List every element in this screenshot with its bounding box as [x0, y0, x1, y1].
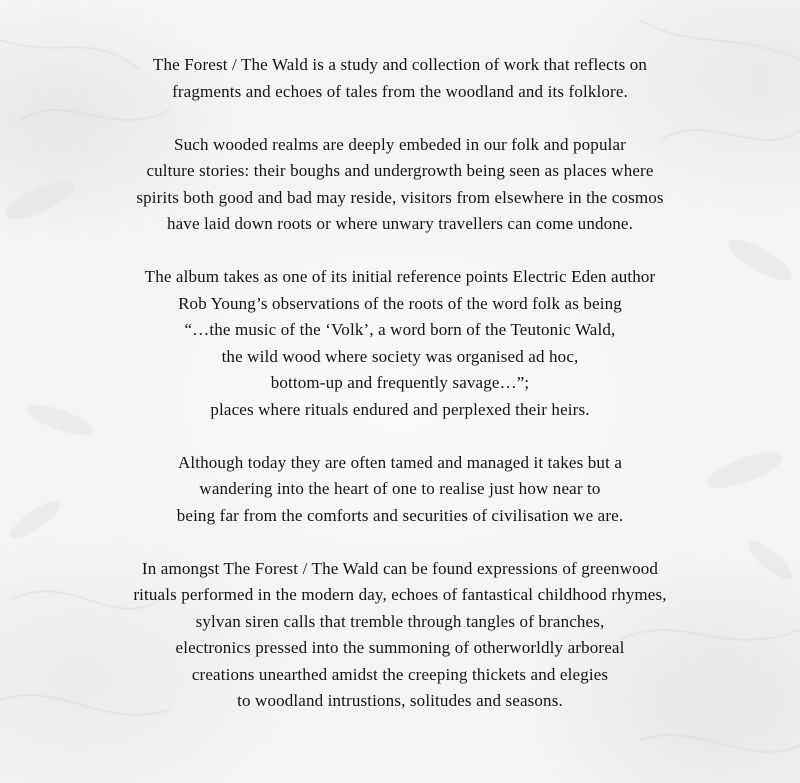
- text-line: being far from the comforts and securities of civilisation we are.: [176, 505, 624, 525]
- text-line: rituals performed in the modern day, echoes of fantastical childhood rhymes,: [133, 585, 667, 604]
- text-line: Rob Young’s observations of the roots of the word folk as being: [178, 293, 622, 313]
- text-line: the wild wood where society was organised ad hoc,: [221, 346, 579, 366]
- text-line: In amongst The Forest / The Wald can be found expressions of greenwood: [141, 558, 659, 578]
- text-line: creations unearthed amidst the creeping thickets and elegies: [191, 664, 609, 684]
- paragraph-3: [70, 264, 730, 423]
- text-line: The album takes as one of its initial reference points Electric Eden author: [144, 267, 656, 286]
- text-line: have laid down roots or where unwary travellers can come undone.: [166, 214, 634, 233]
- text-line: wandering into the heart of one to realise just how near to: [199, 479, 601, 498]
- text-line: to woodland intrustions, solitudes and seasons.: [237, 691, 563, 710]
- text-line: Although today they are often tamed and managed it takes but a: [177, 452, 623, 472]
- text-line: bottom-up and frequently savage…”;: [270, 373, 530, 392]
- paragraph-1: [70, 52, 730, 105]
- text-line: places where rituals endured and perplexed their heirs.: [210, 399, 590, 419]
- paragraph-5: [70, 556, 730, 715]
- text-line: sylvan siren calls that tremble through tangles of branches,: [195, 611, 605, 631]
- text-line: fragments and echoes of tales from the woodland and its folklore.: [172, 81, 628, 101]
- text-line: electronics pressed into the summoning of otherworldly arboreal: [175, 638, 625, 657]
- text-line: spirits both good and bad may reside, visitors from elsewhere in the cosmos: [136, 187, 664, 207]
- liner-notes-text: [70, 52, 730, 741]
- text-line: Such wooded realms are deeply embeded in our folk and popular: [174, 134, 626, 154]
- text-line: “…the music of the ‘Volk’, a word born of the Teutonic Wald,: [184, 320, 616, 339]
- text-line: culture stories: their boughs and undergrowth being seen as places where: [146, 161, 654, 180]
- text-line: The Forest / The Wald is a study and collection of work that reflects on: [152, 55, 648, 74]
- paragraph-4: [70, 450, 730, 530]
- paragraph-2: [70, 132, 730, 238]
